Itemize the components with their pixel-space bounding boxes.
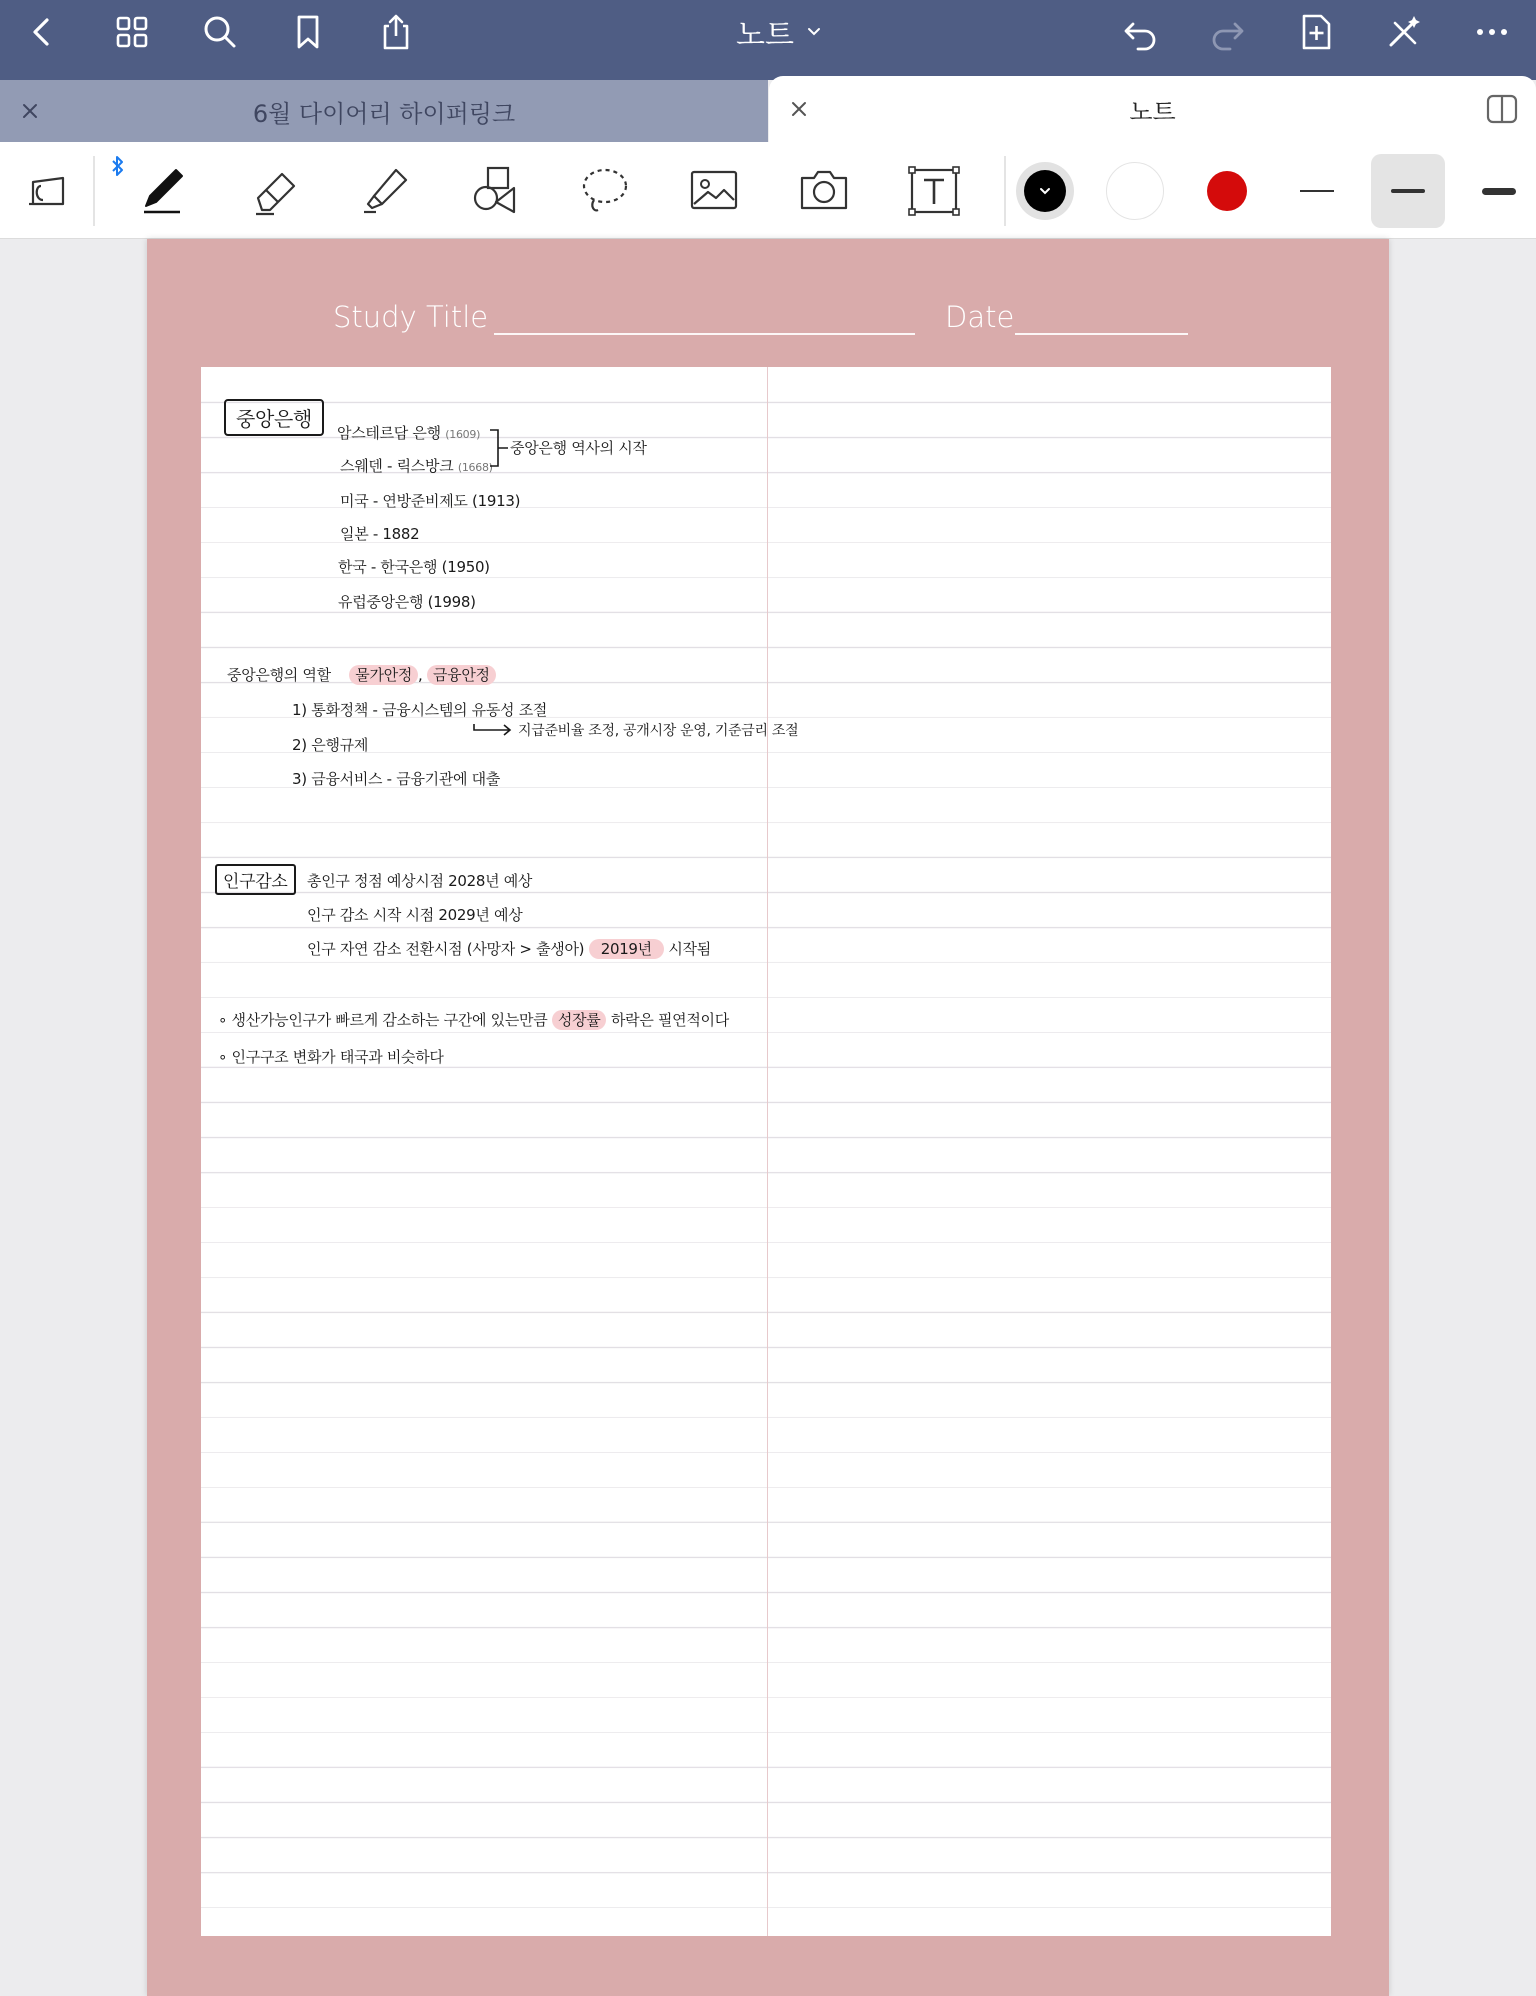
text-icon[interactable] — [894, 152, 974, 228]
bracket-note: 중앙은행 역사의 시작 — [510, 439, 647, 457]
arrow-right-icon — [472, 722, 514, 736]
medium-line-icon — [1391, 189, 1425, 193]
thickness-thin-button[interactable] — [1280, 154, 1354, 228]
grid-icon[interactable] — [102, 0, 162, 64]
role-item-3: 3) 금융서비스 - 금융기관에 대출 — [292, 770, 501, 788]
toolbar-divider — [93, 156, 95, 226]
color-black-swatch[interactable] — [1016, 162, 1074, 220]
more-icon[interactable] — [1462, 0, 1522, 64]
roles-title — [227, 664, 496, 685]
heading-population-decline: 인구감소 — [215, 864, 296, 895]
read-only-icon[interactable] — [5, 152, 85, 228]
population-line-2: 인구 감소 시작 시점 2029년 예상 — [307, 906, 523, 924]
drawing-toolbar — [0, 142, 1536, 239]
bullet-line-1 — [218, 1009, 729, 1030]
note-year: (1609) — [445, 428, 481, 441]
top-navigation-bar — [0, 0, 1536, 80]
color-red-fill — [1207, 171, 1247, 211]
note-line: 미국 - 연방준비제도 (1913) — [340, 492, 521, 510]
color-white-swatch[interactable] — [1106, 162, 1164, 220]
thickness-medium-button[interactable] — [1371, 154, 1445, 228]
heading-central-bank: 중앙은행 — [224, 399, 324, 436]
note-line — [340, 455, 493, 476]
study-title-underline — [494, 333, 915, 335]
tab-label: 노트 — [1129, 97, 1176, 126]
role-item-1-note: 지급준비율 조정, 공개시장 운영, 기준금리 조절 — [518, 723, 799, 739]
toolbar-divider — [1004, 156, 1006, 226]
bullet-text-suffix: 하락은 필연적이다 — [610, 1011, 729, 1029]
redo-icon[interactable] — [1198, 0, 1258, 64]
tab-label: 6월 다이어리 하이퍼링크 — [252, 99, 516, 128]
highlight-financial-stability: 금융안정 — [427, 665, 496, 685]
tab-diary-hyperlink[interactable] — [0, 80, 768, 142]
search-icon[interactable] — [190, 0, 250, 64]
note-year: (1668) — [457, 461, 493, 474]
note-text: 스웨덴 - 릭스방크 — [340, 457, 454, 475]
document-title: 노트 — [736, 18, 794, 53]
chevron-down-icon — [804, 22, 824, 42]
population-line-3-suffix: 시작됨 — [668, 940, 711, 958]
bullet-line-2: ∘ 인구구조 변화가 태국과 비슷하다 — [218, 1048, 444, 1066]
note-line: 유럽중앙은행 (1998) — [338, 593, 476, 611]
tools-icon[interactable] — [1374, 0, 1434, 64]
thick-line-icon — [1482, 188, 1516, 195]
roles-title-text: 중앙은행의 역할 — [227, 666, 331, 684]
center-margin-line — [767, 367, 768, 1936]
document-title-menu[interactable] — [700, 8, 860, 56]
split-view-icon[interactable] — [1484, 91, 1520, 127]
color-red-swatch[interactable] — [1198, 162, 1256, 220]
note-text: 암스테르담 은행 — [337, 424, 441, 442]
image-icon[interactable] — [674, 152, 754, 228]
note-line: 일본 - 1882 — [340, 525, 420, 543]
population-line-3 — [307, 938, 711, 959]
thickness-thick-button[interactable] — [1462, 154, 1536, 228]
color-black-fill — [1024, 170, 1066, 212]
eraser-icon[interactable] — [234, 152, 314, 228]
chevron-down-icon — [1037, 183, 1053, 199]
population-line-3-text: 인구 자연 감소 전환시점 (사망자 > 출생아) — [307, 940, 585, 958]
highlight-2019: 2019년 — [589, 939, 664, 959]
note-line — [337, 422, 480, 443]
bracket-mark — [488, 428, 510, 468]
note-line: 한국 - 한국은행 (1950) — [338, 558, 490, 576]
add-page-icon[interactable] — [1286, 0, 1346, 64]
study-title-label: Study Title — [333, 300, 489, 334]
tab-note[interactable] — [769, 76, 1536, 142]
back-icon[interactable] — [12, 0, 72, 64]
highlight-growth-rate: 성장률 — [552, 1010, 607, 1030]
date-label: Date — [945, 300, 1015, 334]
thin-line-icon — [1300, 190, 1334, 192]
highlighter-icon[interactable] — [344, 152, 424, 228]
bookmark-icon[interactable] — [278, 0, 338, 64]
comma: , — [418, 666, 423, 684]
role-item-2: 2) 은행규제 — [292, 736, 369, 754]
date-underline — [1015, 333, 1188, 335]
bullet-text: ∘ 생산가능인구가 빠르게 감소하는 구간에 있는만큼 — [218, 1011, 548, 1029]
highlight-price-stability: 물가안정 — [349, 665, 418, 685]
share-icon[interactable] — [366, 0, 426, 64]
lasso-icon[interactable] — [564, 152, 644, 228]
camera-icon[interactable] — [784, 152, 864, 228]
undo-icon[interactable] — [1110, 0, 1170, 64]
pen-icon[interactable] — [124, 152, 204, 228]
role-item-1: 1) 통화정책 - 금융시스템의 유동성 조절 — [292, 701, 548, 719]
shapes-icon[interactable] — [454, 152, 534, 228]
population-line-1: 총인구 정점 예상시점 2028년 예상 — [307, 872, 533, 890]
